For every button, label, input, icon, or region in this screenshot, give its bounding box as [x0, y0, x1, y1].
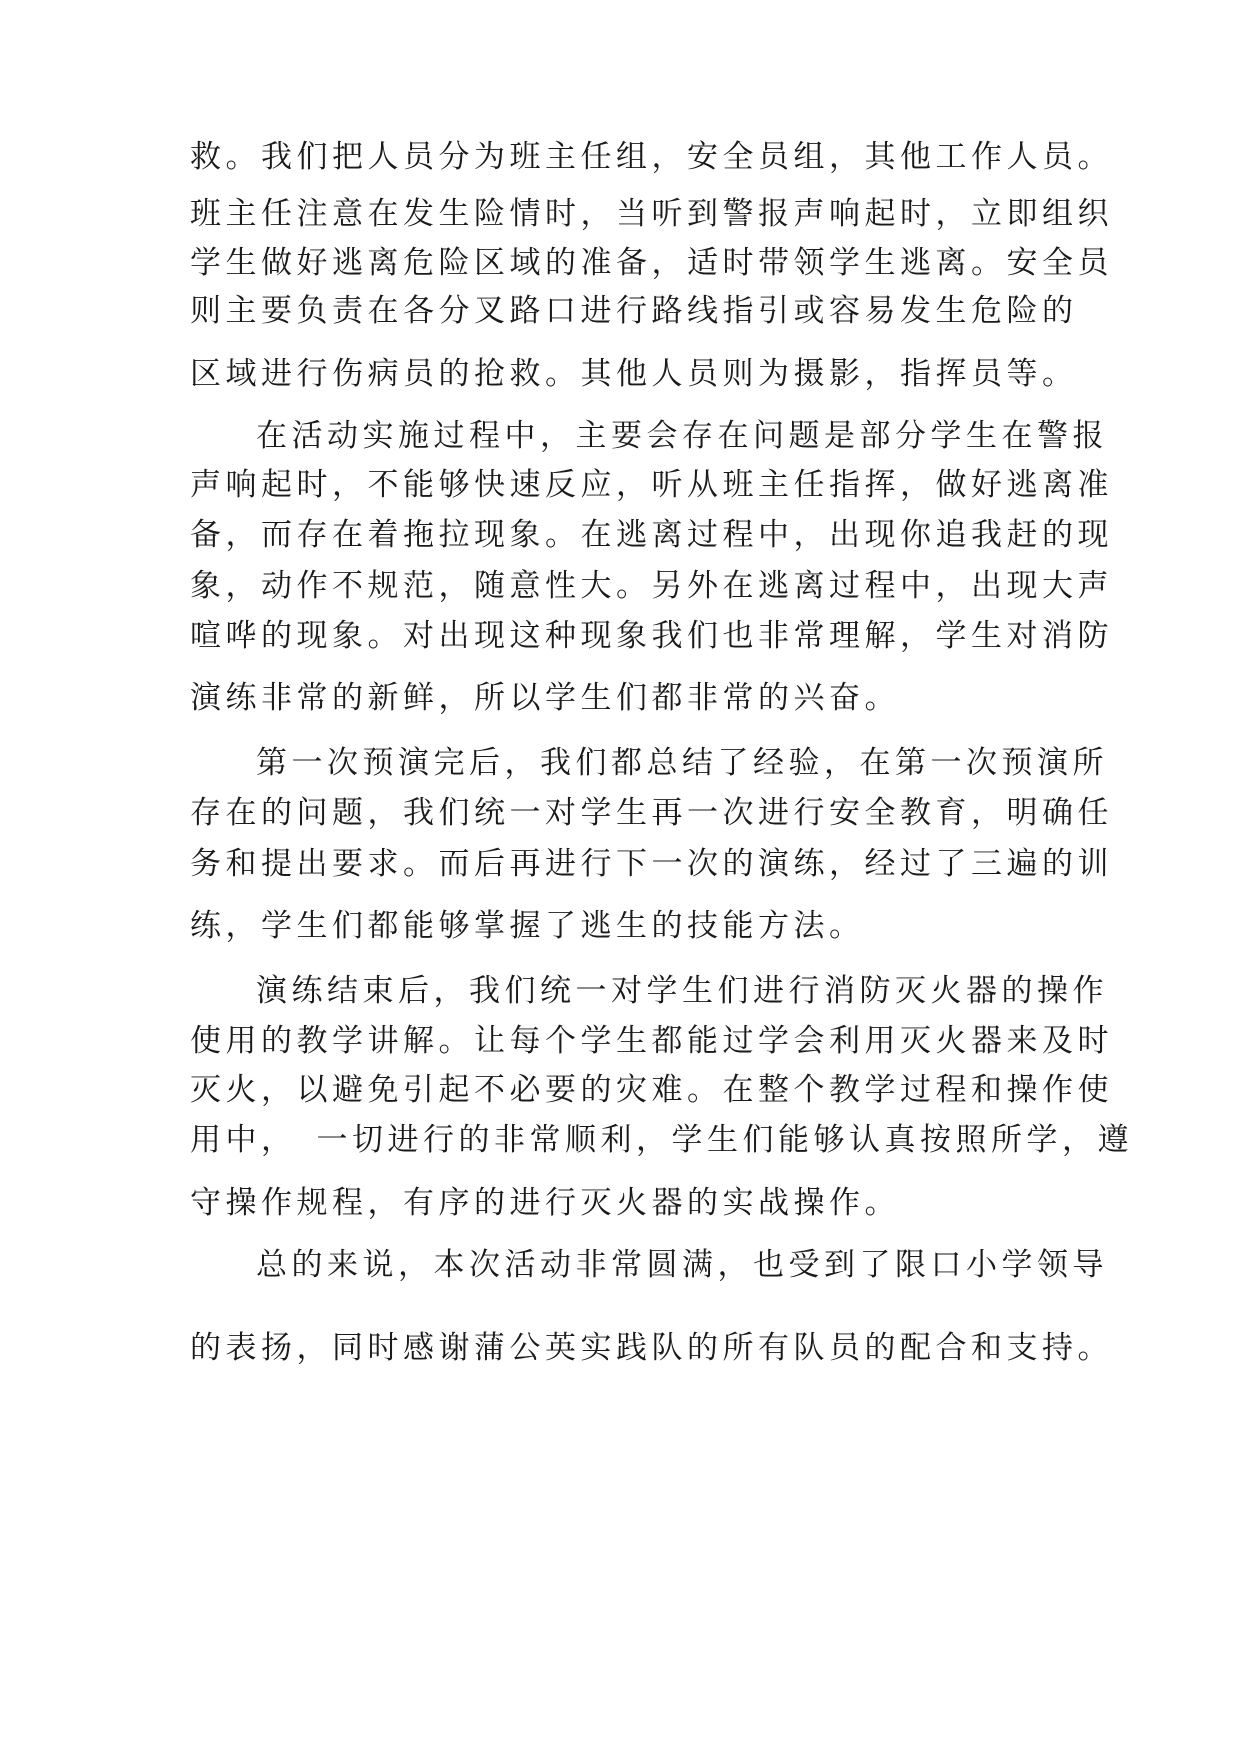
text-line: 第一次预演完后，我们都总结了经验，在第一次预演所: [256, 745, 1108, 781]
text-line: 班主任注意在发生险情时，当听到警报声响起时，立即组织: [190, 196, 1113, 232]
text-line: 的表扬，同时感谢蒲公英实践队的所有队员的配合和支持。: [190, 1330, 1113, 1366]
text-line: 灭火，以避免引起不必要的灾难。在整个教学过程和操作使: [190, 1072, 1113, 1108]
text-line: 则主要负责在各分叉路口进行路线指引或容易发生危险的: [190, 293, 1078, 329]
text-line: 在活动实施过程中，主要会存在问题是部分学生在警报: [256, 418, 1108, 454]
text-line: 救。我们把人员分为班主任组，安全员组，其他工作人员。: [190, 139, 1113, 175]
text-line: 学生做好逃离危险区域的准备，适时带领学生逃离。安全员: [190, 245, 1113, 281]
text-line: 用中， 一切进行的非常顺利，学生们能够认真按照所学，遵: [190, 1122, 1133, 1158]
text-line: 象，动作不规范，随意性大。另外在逃离过程中，出现大声: [190, 568, 1113, 604]
text-line: 守操作规程，有序的进行灭火器的实战操作。: [190, 1185, 900, 1221]
text-line: 务和提出要求。而后再进行下一次的演练，经过了三遍的训: [190, 846, 1113, 882]
text-line: 备，而存在着拖拉现象。在逃离过程中，出现你追我赶的现: [190, 517, 1113, 553]
text-line: 演练结束后，我们统一对学生们进行消防灭火器的操作: [256, 973, 1108, 1009]
text-line: 演练非常的新鲜，所以学生们都非常的兴奋。: [190, 680, 900, 716]
text-line: 声响起时，不能够快速反应，听从班主任指挥，做好逃离准: [190, 467, 1113, 503]
text-line: 使用的教学讲解。让每个学生都能过学会利用灭火器来及时: [190, 1023, 1113, 1059]
text-line: 区域进行伤病员的抢救。其他人员则为摄影，指挥员等。: [190, 356, 1078, 392]
text-line: 练，学生们都能够掌握了逃生的技能方法。: [190, 908, 865, 944]
text-line: 总的来说，本次活动非常圆满，也受到了限口小学领导: [256, 1247, 1108, 1283]
text-line: 存在的问题，我们统一对学生再一次进行安全教育，明确任: [190, 795, 1113, 831]
text-line: 喧哗的现象。对出现这种现象我们也非常理解，学生对消防: [190, 618, 1113, 654]
